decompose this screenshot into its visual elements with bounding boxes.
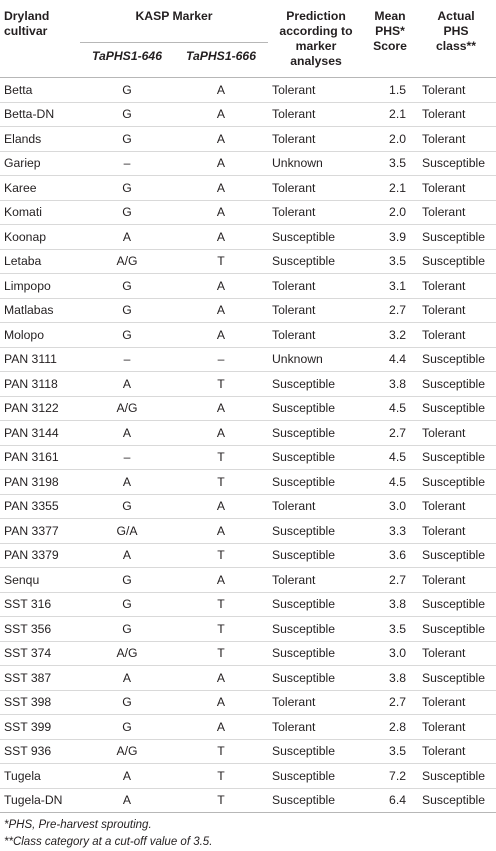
table-row — [0, 249, 496, 274]
cell-marker-666: T — [174, 249, 268, 274]
table-row — [0, 788, 496, 813]
table-row — [0, 347, 496, 372]
cell-prediction: Tolerant — [268, 127, 364, 152]
table-row — [0, 592, 496, 617]
cell-actual-class: Susceptible — [416, 666, 496, 691]
cell-prediction: Tolerant — [268, 690, 364, 715]
cell-actual-class: Susceptible — [416, 543, 496, 568]
cell-marker-646: A — [80, 372, 174, 397]
footnote-phs: *PHS, Pre-harvest sprouting. — [4, 819, 152, 831]
cell-marker-646: – — [80, 151, 174, 176]
cell-marker-666: A — [174, 151, 268, 176]
cell-mean-score: 4.4 — [364, 347, 416, 372]
table-row — [0, 127, 496, 152]
table-row — [0, 372, 496, 397]
cell-actual-class: Susceptible — [416, 396, 496, 421]
cell-marker-646: G — [80, 568, 174, 593]
cell-marker-666: T — [174, 592, 268, 617]
cell-marker-646: A/G — [80, 396, 174, 421]
cell-prediction: Susceptible — [268, 543, 364, 568]
cell-prediction: Susceptible — [268, 666, 364, 691]
cell-cultivar: SST 374 — [0, 641, 80, 666]
cell-cultivar: PAN 3355 — [0, 494, 80, 519]
table-row — [0, 445, 496, 470]
cell-prediction: Susceptible — [268, 519, 364, 544]
header-marker-646: TaPHS1-646 — [80, 42, 174, 77]
cell-cultivar: Elands — [0, 127, 80, 152]
cell-marker-646: G — [80, 592, 174, 617]
cell-mean-score: 2.7 — [364, 568, 416, 593]
cell-marker-666: – — [174, 347, 268, 372]
cell-prediction: Susceptible — [268, 470, 364, 495]
cell-marker-646: G — [80, 323, 174, 348]
cell-actual-class: Susceptible — [416, 225, 496, 250]
table-row — [0, 151, 496, 176]
cell-mean-score: 3.3 — [364, 519, 416, 544]
header-score-line3: Score — [373, 39, 407, 53]
cell-marker-666: A — [174, 225, 268, 250]
cell-cultivar: PAN 3111 — [0, 347, 80, 372]
cell-prediction: Tolerant — [268, 78, 364, 103]
cell-mean-score: 3.6 — [364, 543, 416, 568]
cell-cultivar: Betta — [0, 78, 80, 103]
table-row — [0, 470, 496, 495]
cell-mean-score: 2.1 — [364, 102, 416, 127]
cell-marker-666: T — [174, 764, 268, 789]
cell-cultivar: PAN 3118 — [0, 372, 80, 397]
cell-prediction: Susceptible — [268, 396, 364, 421]
cell-mean-score: 2.7 — [364, 690, 416, 715]
cell-marker-646: A — [80, 666, 174, 691]
cell-cultivar: Letaba — [0, 249, 80, 274]
cell-actual-class: Tolerant — [416, 298, 496, 323]
table-row — [0, 568, 496, 593]
cell-prediction: Tolerant — [268, 494, 364, 519]
cell-marker-666: A — [174, 78, 268, 103]
cell-marker-666: A — [174, 200, 268, 225]
cell-mean-score: 2.8 — [364, 715, 416, 740]
cell-actual-class: Tolerant — [416, 323, 496, 348]
cell-prediction: Tolerant — [268, 200, 364, 225]
header-mean-score — [364, 0, 416, 78]
table-header — [0, 0, 496, 78]
cell-marker-666: A — [174, 494, 268, 519]
table-row — [0, 225, 496, 250]
cell-prediction: Susceptible — [268, 421, 364, 446]
header-prediction-line2: according to — [279, 24, 353, 38]
table-row — [0, 739, 496, 764]
table-row — [0, 543, 496, 568]
table-body — [0, 78, 496, 813]
header-prediction — [268, 0, 364, 78]
cell-prediction: Tolerant — [268, 715, 364, 740]
table-row — [0, 715, 496, 740]
cell-marker-646: A/G — [80, 249, 174, 274]
cell-mean-score: 1.5 — [364, 78, 416, 103]
table-row — [0, 690, 496, 715]
table-row — [0, 519, 496, 544]
cell-marker-646: G — [80, 78, 174, 103]
table-row — [0, 641, 496, 666]
cell-marker-666: T — [174, 739, 268, 764]
cell-marker-646: G — [80, 298, 174, 323]
cell-actual-class: Tolerant — [416, 715, 496, 740]
table-row — [0, 274, 496, 299]
cell-marker-666: A — [174, 421, 268, 446]
cell-prediction: Tolerant — [268, 298, 364, 323]
cell-prediction: Susceptible — [268, 788, 364, 813]
cell-cultivar: PAN 3144 — [0, 421, 80, 446]
cell-actual-class: Tolerant — [416, 739, 496, 764]
header-prediction-line4: analyses — [290, 54, 342, 68]
cell-cultivar: Tugela-DN — [0, 788, 80, 813]
cell-actual-class: Tolerant — [416, 78, 496, 103]
cell-mean-score: 7.2 — [364, 764, 416, 789]
cell-marker-666: T — [174, 617, 268, 642]
cell-prediction: Susceptible — [268, 225, 364, 250]
table-row — [0, 666, 496, 691]
table-row — [0, 764, 496, 789]
cell-marker-646: G/A — [80, 519, 174, 544]
cell-actual-class: Tolerant — [416, 519, 496, 544]
cell-marker-646: A — [80, 225, 174, 250]
cell-actual-class: Susceptible — [416, 151, 496, 176]
cell-prediction: Susceptible — [268, 764, 364, 789]
cell-marker-666: T — [174, 470, 268, 495]
cell-prediction: Tolerant — [268, 568, 364, 593]
cell-actual-class: Susceptible — [416, 788, 496, 813]
cell-marker-646: A — [80, 470, 174, 495]
cell-mean-score: 3.5 — [364, 249, 416, 274]
header-marker-666: TaPHS1-666 — [174, 42, 268, 77]
cell-mean-score: 4.5 — [364, 445, 416, 470]
cell-actual-class: Tolerant — [416, 494, 496, 519]
table-row — [0, 396, 496, 421]
cell-marker-646: G — [80, 690, 174, 715]
cell-marker-646: G — [80, 274, 174, 299]
cell-marker-666: A — [174, 715, 268, 740]
cell-prediction: Unknown — [268, 347, 364, 372]
header-actual-line3: class** — [436, 39, 476, 53]
table-row — [0, 494, 496, 519]
cell-marker-666: T — [174, 641, 268, 666]
cell-mean-score: 3.8 — [364, 372, 416, 397]
cell-marker-666: A — [174, 127, 268, 152]
table-row — [0, 323, 496, 348]
cell-marker-646: G — [80, 200, 174, 225]
cell-marker-666: A — [174, 396, 268, 421]
cell-marker-646: G — [80, 102, 174, 127]
cell-actual-class: Susceptible — [416, 445, 496, 470]
footnote-class: **Class category at a cut-off value of 3.5. — [4, 836, 213, 848]
cell-cultivar: SST 936 — [0, 739, 80, 764]
cell-cultivar: SST 316 — [0, 592, 80, 617]
cell-marker-666: A — [174, 519, 268, 544]
cell-mean-score: 2.7 — [364, 298, 416, 323]
cell-mean-score: 4.5 — [364, 470, 416, 495]
table-row — [0, 78, 496, 103]
table-row — [0, 102, 496, 127]
cell-marker-666: A — [174, 298, 268, 323]
cell-marker-666: A — [174, 323, 268, 348]
cell-marker-646: G — [80, 494, 174, 519]
cell-mean-score: 3.0 — [364, 641, 416, 666]
cell-prediction: Tolerant — [268, 176, 364, 201]
cell-cultivar: PAN 3198 — [0, 470, 80, 495]
cell-prediction: Susceptible — [268, 641, 364, 666]
table-row — [0, 421, 496, 446]
cell-mean-score: 3.0 — [364, 494, 416, 519]
cell-cultivar: Molopo — [0, 323, 80, 348]
cell-prediction: Tolerant — [268, 323, 364, 348]
cell-marker-666: T — [174, 445, 268, 470]
header-cultivar-line1: Dryland — [4, 9, 50, 23]
cell-marker-666: T — [174, 788, 268, 813]
cell-actual-class: Tolerant — [416, 421, 496, 446]
header-actual-class — [416, 0, 496, 78]
cell-marker-666: A — [174, 666, 268, 691]
cell-prediction: Susceptible — [268, 617, 364, 642]
cell-prediction: Tolerant — [268, 102, 364, 127]
cell-actual-class: Susceptible — [416, 617, 496, 642]
cell-marker-666: A — [174, 102, 268, 127]
cell-cultivar: SST 387 — [0, 666, 80, 691]
header-score-line2: PHS* — [375, 24, 405, 38]
header-prediction-line3: marker — [295, 39, 337, 53]
cell-prediction: Unknown — [268, 151, 364, 176]
cell-actual-class: Tolerant — [416, 176, 496, 201]
cell-actual-class: Susceptible — [416, 249, 496, 274]
cell-cultivar: PAN 3379 — [0, 543, 80, 568]
cell-actual-class: Tolerant — [416, 568, 496, 593]
cell-actual-class: Tolerant — [416, 690, 496, 715]
cell-mean-score: 2.0 — [364, 127, 416, 152]
cell-cultivar: Koonap — [0, 225, 80, 250]
cell-cultivar: Betta-DN — [0, 102, 80, 127]
cell-mean-score: 3.1 — [364, 274, 416, 299]
cell-mean-score: 3.8 — [364, 666, 416, 691]
cell-marker-646: G — [80, 176, 174, 201]
cell-marker-646: A — [80, 788, 174, 813]
cell-marker-646: G — [80, 715, 174, 740]
table-row — [0, 298, 496, 323]
header-actual-line2: PHS — [443, 24, 469, 38]
cell-marker-646: A — [80, 543, 174, 568]
cell-mean-score: 6.4 — [364, 788, 416, 813]
header-actual-line1: Actual — [437, 9, 475, 23]
header-prediction-line1: Prediction — [286, 9, 346, 23]
cell-cultivar: PAN 3377 — [0, 519, 80, 544]
cell-mean-score: 2.1 — [364, 176, 416, 201]
cell-cultivar: Karee — [0, 176, 80, 201]
cell-marker-646: A/G — [80, 641, 174, 666]
cell-cultivar: SST 399 — [0, 715, 80, 740]
cell-cultivar: SST 398 — [0, 690, 80, 715]
cell-prediction: Susceptible — [268, 445, 364, 470]
cell-actual-class: Susceptible — [416, 470, 496, 495]
cell-mean-score: 3.8 — [364, 592, 416, 617]
cell-cultivar: Matlabas — [0, 298, 80, 323]
cell-marker-646: A — [80, 421, 174, 446]
cell-prediction: Susceptible — [268, 372, 364, 397]
cell-mean-score: 2.7 — [364, 421, 416, 446]
cell-cultivar: Komati — [0, 200, 80, 225]
cell-marker-646: – — [80, 445, 174, 470]
header-kasp-marker: KASP Marker — [80, 0, 268, 42]
cell-cultivar: Senqu — [0, 568, 80, 593]
table-row — [0, 617, 496, 642]
cell-marker-666: A — [174, 176, 268, 201]
cell-actual-class: Susceptible — [416, 764, 496, 789]
cell-marker-666: T — [174, 372, 268, 397]
cell-cultivar: Limpopo — [0, 274, 80, 299]
cell-marker-646: A — [80, 764, 174, 789]
cell-actual-class: Tolerant — [416, 274, 496, 299]
cell-marker-666: T — [174, 543, 268, 568]
header-cultivar — [0, 0, 80, 78]
cell-marker-666: A — [174, 690, 268, 715]
cell-mean-score: 4.5 — [364, 396, 416, 421]
cell-marker-666: A — [174, 568, 268, 593]
cell-prediction: Susceptible — [268, 739, 364, 764]
cell-actual-class: Tolerant — [416, 102, 496, 127]
cell-cultivar: PAN 3161 — [0, 445, 80, 470]
cell-actual-class: Susceptible — [416, 592, 496, 617]
cell-actual-class: Susceptible — [416, 372, 496, 397]
cell-mean-score: 3.9 — [364, 225, 416, 250]
cell-prediction: Tolerant — [268, 274, 364, 299]
cell-actual-class: Tolerant — [416, 200, 496, 225]
cell-prediction: Susceptible — [268, 249, 364, 274]
cell-mean-score: 3.5 — [364, 739, 416, 764]
cell-marker-646: – — [80, 347, 174, 372]
table-row — [0, 176, 496, 201]
cell-mean-score: 3.5 — [364, 617, 416, 642]
cell-marker-646: A/G — [80, 739, 174, 764]
table-row — [0, 200, 496, 225]
cell-mean-score: 3.2 — [364, 323, 416, 348]
cell-cultivar: PAN 3122 — [0, 396, 80, 421]
cell-marker-646: G — [80, 617, 174, 642]
cell-marker-666: A — [174, 274, 268, 299]
cell-cultivar: Tugela — [0, 764, 80, 789]
cell-mean-score: 3.5 — [364, 151, 416, 176]
cell-marker-646: G — [80, 127, 174, 152]
cell-prediction: Susceptible — [268, 592, 364, 617]
cell-actual-class: Susceptible — [416, 347, 496, 372]
header-cultivar-line2: cultivar — [4, 24, 48, 38]
header-score-line1: Mean — [374, 9, 406, 23]
cell-cultivar: Gariep — [0, 151, 80, 176]
cell-actual-class: Tolerant — [416, 127, 496, 152]
cell-cultivar: SST 356 — [0, 617, 80, 642]
cell-actual-class: Tolerant — [416, 641, 496, 666]
cell-mean-score: 2.0 — [364, 200, 416, 225]
